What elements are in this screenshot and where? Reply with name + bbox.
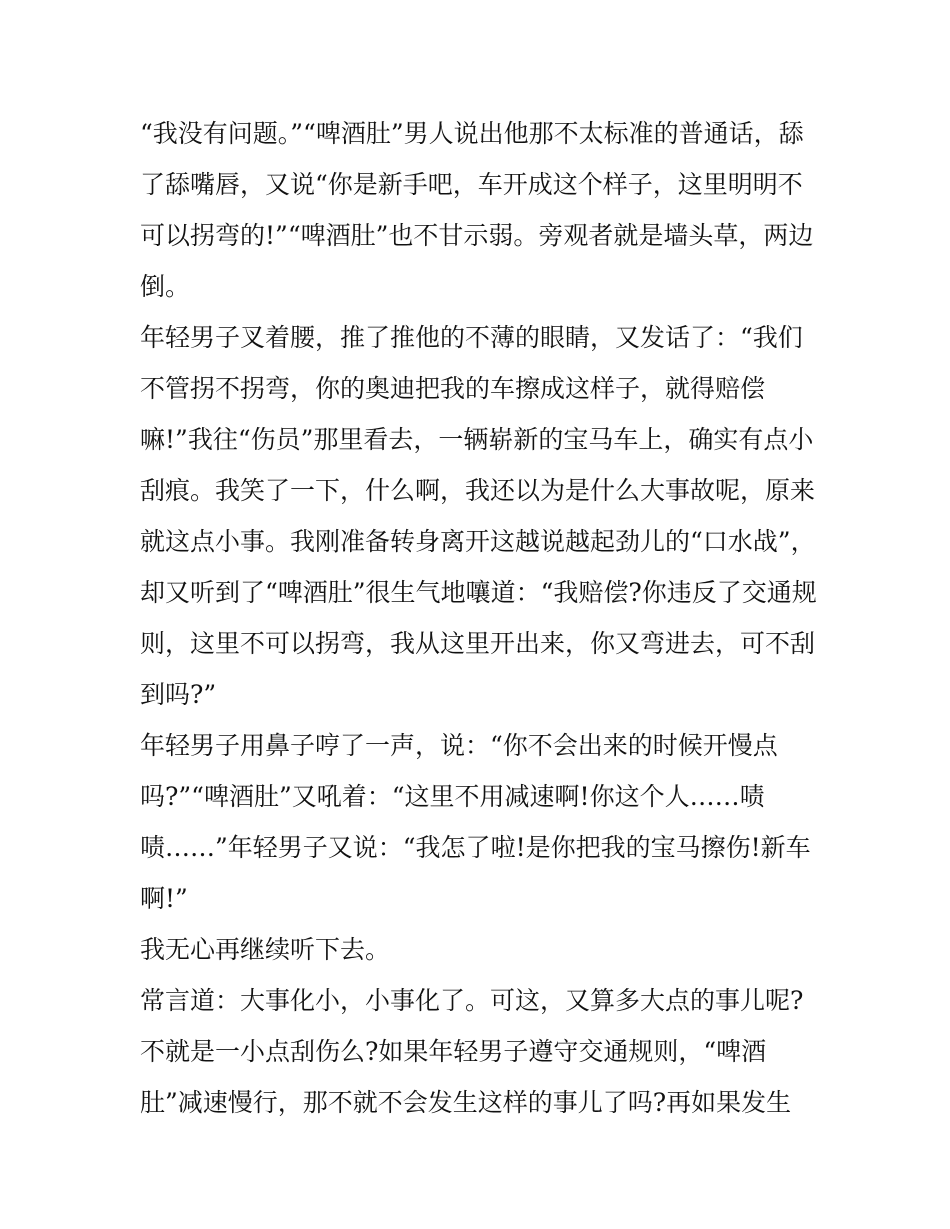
text-line: 啧……”年轻男子又说：“我怎了啦!是你把我的宝马擦伤!新车 — [140, 833, 811, 862]
text-line: 到吗?” — [140, 680, 217, 709]
text-line: “我没有问题。”“啤酒肚”男人说出他那不太标准的普通话，舔 — [140, 119, 804, 148]
text-line: 倒。 — [140, 272, 191, 301]
text-line: 刮痕。我笑了一下，什么啊，我还以为是什么大事故呢，原来 — [140, 476, 816, 505]
text-line: 就这点小事。我刚准备转身离开这越说越起劲儿的“口水战”， — [140, 527, 816, 556]
text-line: 年轻男子用鼻子哼了一声，说：“你不会出来的时候开慢点 — [140, 731, 778, 760]
text-line: 啊!” — [140, 884, 188, 913]
text-line: 可以拐弯的!”“啤酒肚”也不甘示弱。旁观者就是墙头草，两边 — [140, 221, 814, 250]
text-line: 则，这里不可以拐弯，我从这里开出来，你又弯进去，可不刮 — [140, 629, 816, 658]
text-line: 却又听到了“啤酒肚”很生气地嚷道：“我赔偿?你违反了交通规 — [140, 578, 817, 607]
text-line: 年轻男子叉着腰，推了推他的不薄的眼睛，又发话了：“我们 — [140, 323, 803, 352]
text-line: 了舔嘴唇，又说“你是新手吧，车开成这个样子，这里明明不 — [140, 170, 803, 199]
text-line: 常言道：大事化小，小事化了。可这，又算多大点的事儿呢? — [140, 986, 804, 1015]
body-text — [140, 108, 820, 1128]
text-line: 嘛!”我往“伤员”那里看去，一辆崭新的宝马车上，确实有点小 — [140, 425, 814, 454]
text-line: 肚”减速慢行，那不就不会发生这样的事儿了吗?再如果发生 — [140, 1088, 792, 1117]
text-line: 我无心再继续听下去。 — [140, 935, 391, 964]
text-line: 吗?”“啤酒肚”又吼着：“这里不用减速啊!你这个人……啧 — [140, 782, 765, 811]
text-line: 不管拐不拐弯，你的奥迪把我的车擦成这样子，就得赔偿 — [140, 374, 766, 403]
text-line: 不就是一小点刮伤么?如果年轻男子遵守交通规则，“啤酒 — [140, 1037, 767, 1066]
